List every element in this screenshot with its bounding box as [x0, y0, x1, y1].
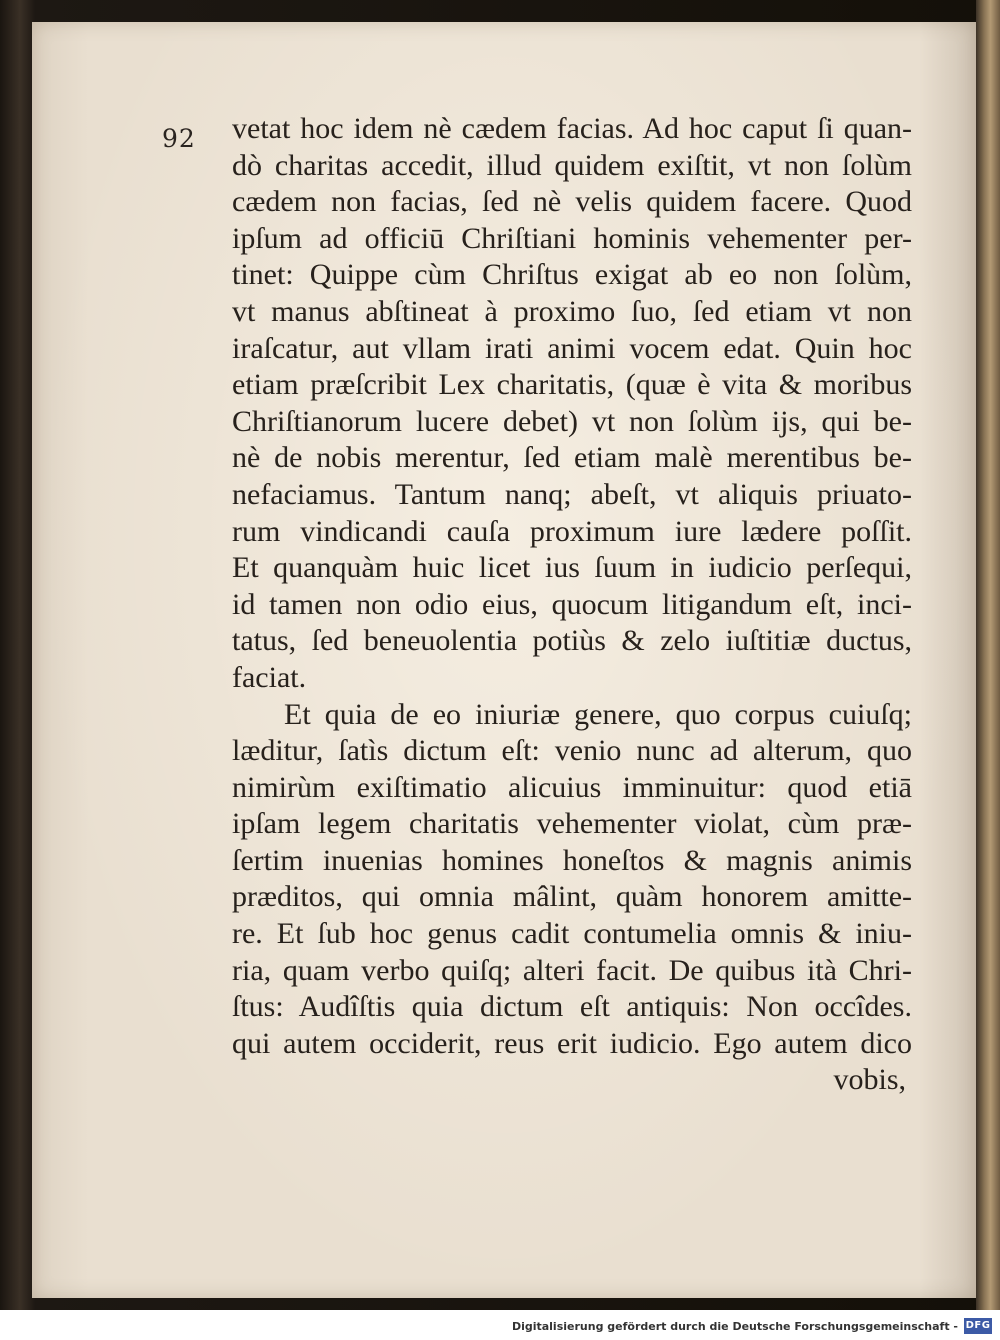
text-line: re. Et ſub hoc genus cadit contumelia omnis & iniu- [232, 917, 912, 951]
text-line: ſtus: Audîſtis quia dictum eſt antiquis: Non occîdes. [232, 990, 912, 1024]
text-line: vt manus abſtineat à proximo ſuo, ſed etiam vt non [232, 294, 912, 328]
footer-bar [0, 1310, 1000, 1340]
text-line: id tamen non odio eius, quocum litigandum eſt, inci- [232, 587, 912, 621]
text-line: vetat hoc idem nè cædem facias. Ad hoc caput ſi quan- [232, 112, 912, 145]
text-block [232, 111, 912, 1099]
text-line: etiam præſcribit Lex charitatis, (quæ è vita & moribus [232, 368, 912, 402]
text-line: Et quanquàm huic licet ius ſuum in iudicio perſequi, [232, 551, 912, 585]
catchword: vobis, [833, 1063, 906, 1097]
text-line: iraſcatur, aut vllam irati animi vocem edat. Quin hoc [232, 331, 912, 365]
text-line: nefaciamus. Tantum nanq; abeſt, vt aliquis priuato- [232, 477, 912, 511]
text-line: ipſam legem charitatis vehementer violat, cùm præ- [232, 807, 912, 841]
text-line: ſertim inuenias homines honeſtos & magnis animis [232, 843, 912, 877]
text-line: tinet: Quippe cùm Chriſtus exigat ab eo non ſolùm, [232, 258, 912, 292]
book-edge [976, 0, 1000, 1310]
text-line: nè de nobis merentur, ſed etiam malè merentibus be- [232, 441, 912, 475]
text-line: qui autem occiderit, reus erit iudicio. Ego autem dico [232, 1026, 912, 1060]
text-line: cædem non facias, ſed nè velis quidem facere. Quod [232, 185, 912, 219]
text-line: tatus, ſed beneuolentia potiùs & zelo iuſtitiæ ductus, [232, 624, 912, 658]
text-line: præditos, qui omnia mâlint, quàm honorem amitte- [232, 880, 912, 914]
text-line: Chriſtianorum lucere debet) vt non ſolùm ijs, qui be- [232, 404, 912, 438]
text-line: dò charitas accedit, illud quidem exiſtit, vt non ſolùm [232, 148, 912, 182]
text-line: ipſum ad officiū Chriſtiani hominis vehementer per- [232, 221, 912, 255]
text-line: nimirùm exiſtimatio alicuius imminuitur: quod etiā [232, 770, 912, 804]
page-number: 92 [162, 124, 196, 153]
text-line: ria, quam verbo quiſq; alteri facit. De quibus ità Chri- [232, 953, 912, 987]
text-line: rum vindicandi cauſa proximum iure lædere poſſit. [232, 514, 912, 548]
text-line: læditur, ſatìs dictum eſt: venio nunc ad alterum, quo [232, 734, 912, 768]
text-line-paragraph-start: Et quia de eo iniuriæ genere, quo corpus cuiuſq; [284, 697, 912, 731]
text-line-paragraph-end: faciat. [232, 660, 307, 694]
funding-notice: Digitalisierung gefördert durch die Deutsche Forschungsgemeinschaft - [511, 1320, 958, 1333]
dfg-logo[interactable]: DFG [964, 1318, 992, 1334]
